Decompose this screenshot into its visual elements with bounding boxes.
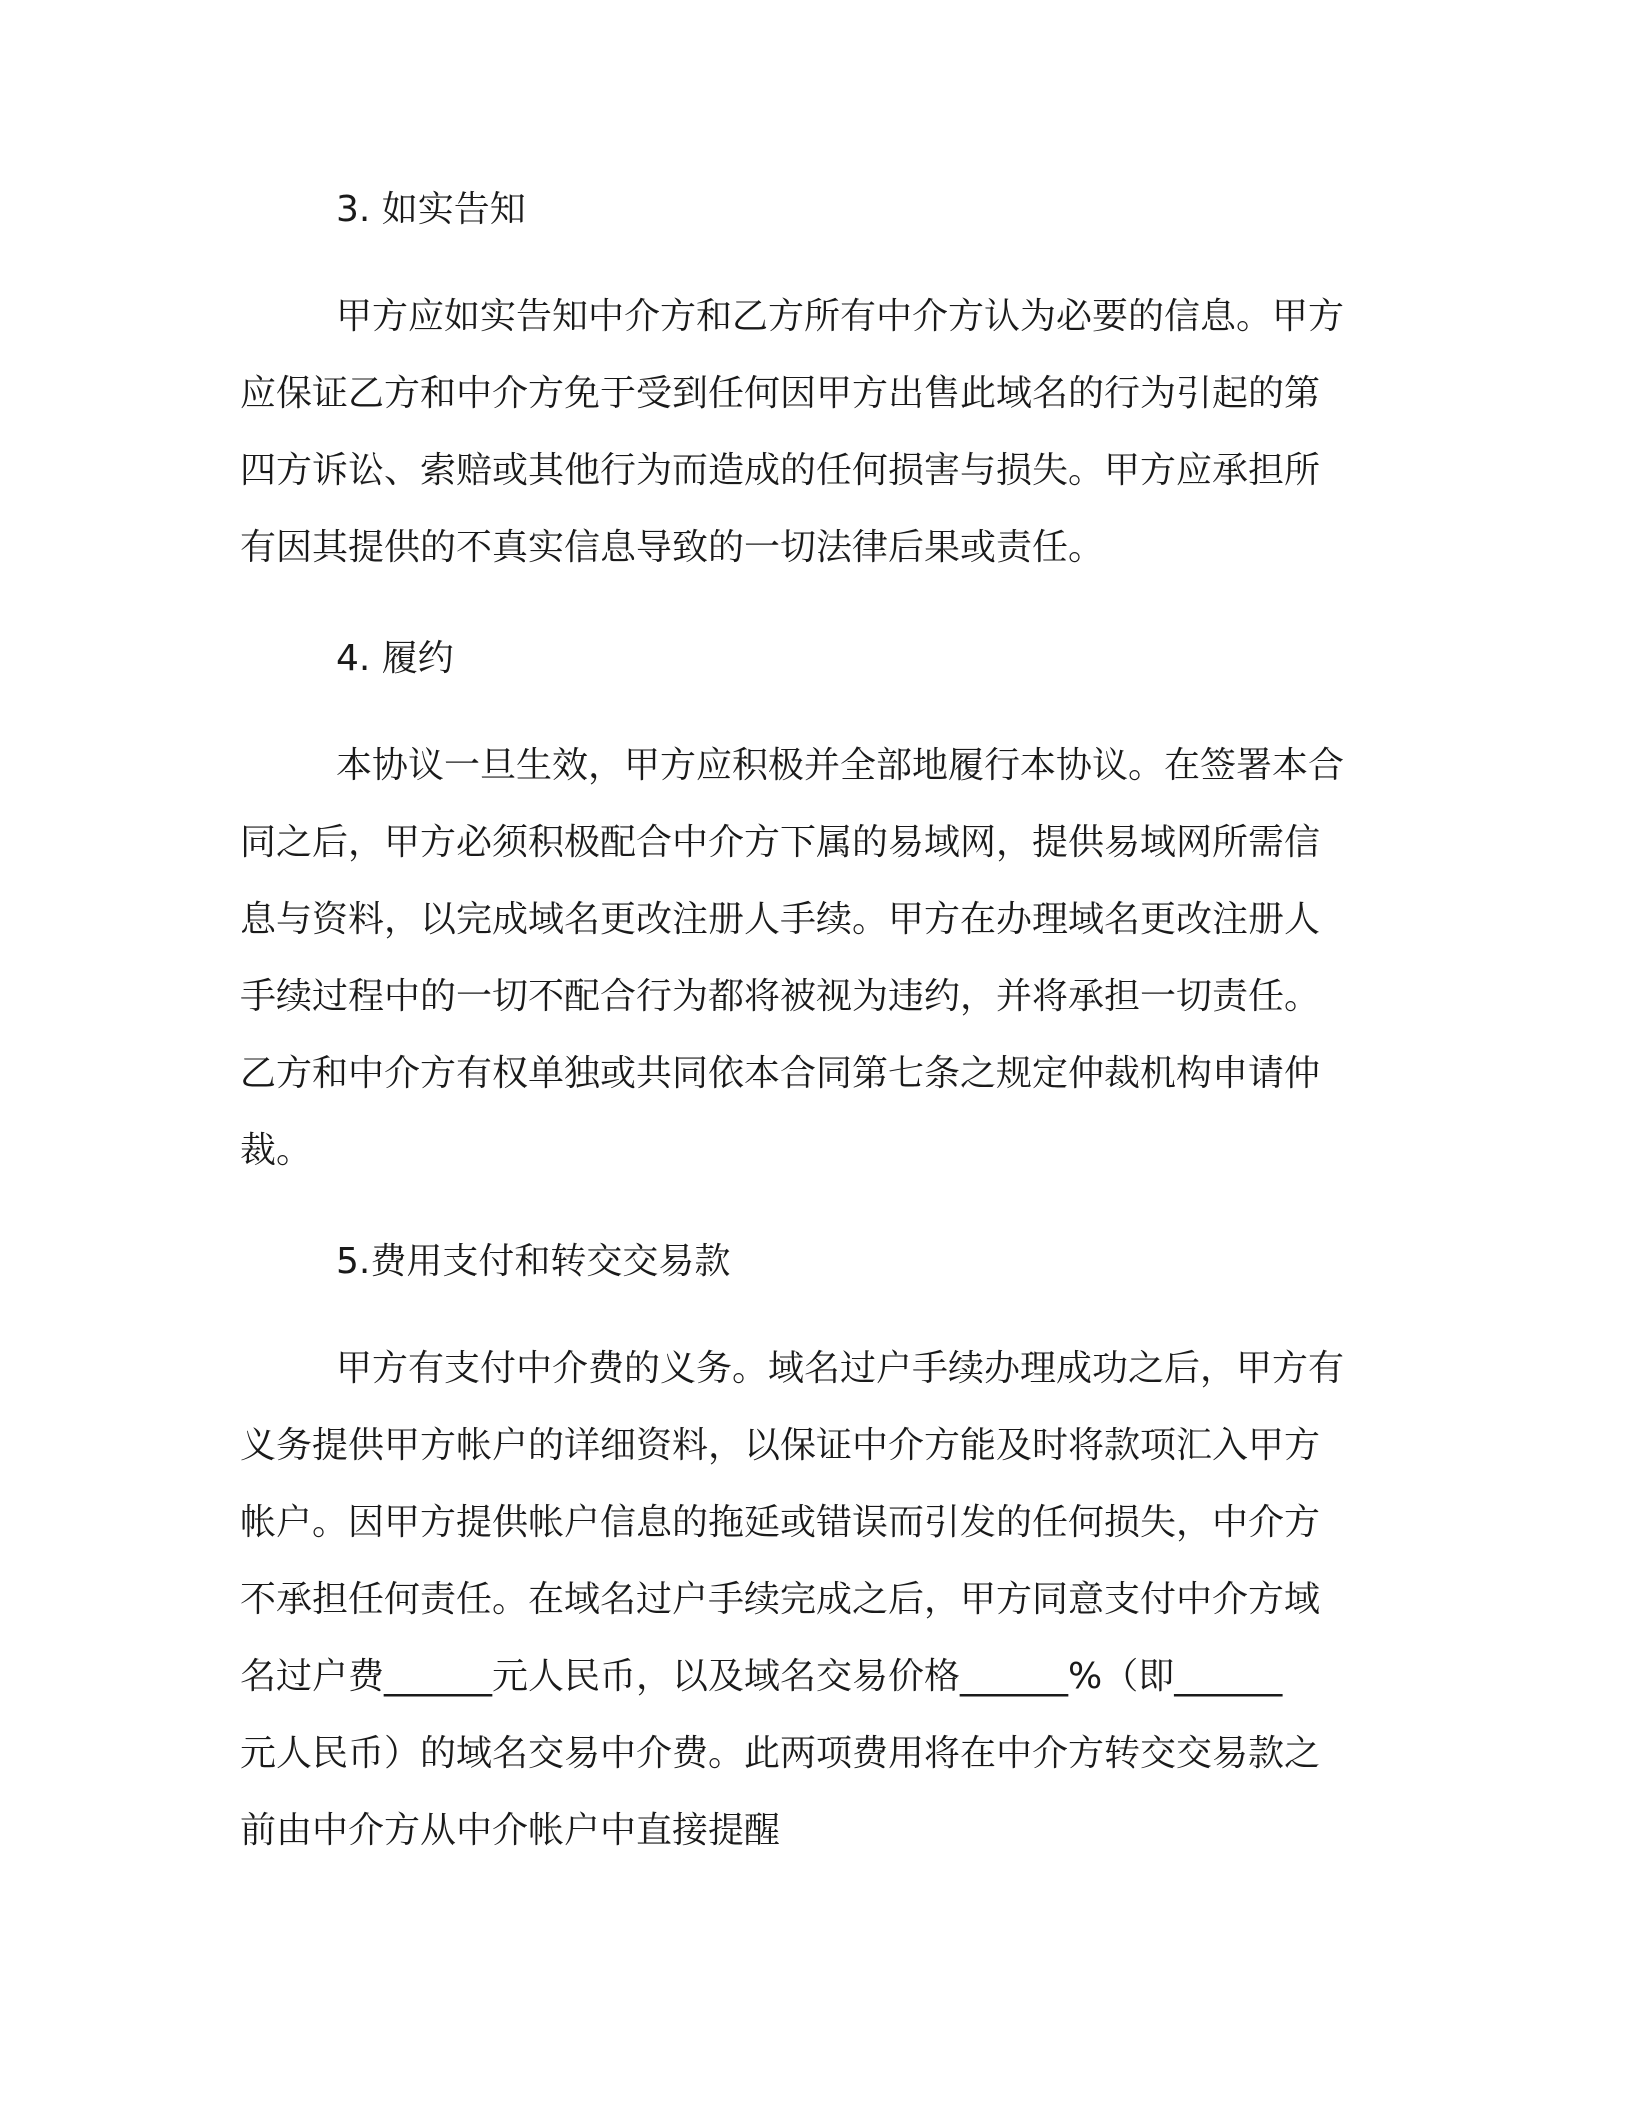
section-heading-4: 4. 履约 [336, 638, 454, 679]
paragraph-line: 有因其提供的不真实信息导致的一切法律后果或责任。 [240, 527, 1105, 568]
paragraph-line: 息与资料，以完成域名更改注册人手续。甲方在办理域名更改注册人 [240, 899, 1321, 940]
paragraph-line: 应保证乙方和中介方免于受到任何因甲方出售此域名的行为引起的第 [240, 373, 1321, 414]
paragraph-line: 帐户。因甲方提供帐户信息的拖延或错误而引发的任何损失，中介方 [240, 1502, 1321, 1543]
paragraph-line: 甲方有支付中介费的义务。域名过户手续办理成功之后，甲方有 [336, 1348, 1345, 1389]
paragraph-line: 名过户费______元人民币，以及域名交易价格______%（即______ [240, 1656, 1283, 1697]
paragraph-line: 甲方应如实告知中介方和乙方所有中介方认为必要的信息。甲方 [336, 296, 1345, 337]
paragraph-line: 义务提供甲方帐户的详细资料，以保证中介方能及时将款项汇入甲方 [240, 1425, 1321, 1466]
section-paragraph-3 [240, 278, 1375, 586]
paragraph-line: 裁。 [240, 1130, 313, 1171]
paragraph-line: 手续过程中的一切不配合行为都将被视为违约，并将承担一切责任。 [240, 976, 1321, 1017]
paragraph-line: 同之后，甲方必须积极配合中介方下属的易域网，提供易域网所需信 [240, 822, 1321, 863]
paragraph-line: 乙方和中介方有权单独或共同依本合同第七条之规定仲裁机构申请仲 [240, 1053, 1321, 1094]
paragraph-line: 元人民币）的域名交易中介费。此两项费用将在中介方转交交易款之 [240, 1733, 1321, 1774]
paragraph-line: 四方诉讼、索赔或其他行为而造成的任何损害与损失。甲方应承担所 [240, 450, 1321, 491]
paragraph-line: 前由中介方从中介帐户中直接提醒 [240, 1810, 781, 1851]
section-heading-5: 5.费用支付和转交交易款 [336, 1241, 731, 1282]
paragraph-line: 不承担任何责任。在域名过户手续完成之后，甲方同意支付中介方域 [240, 1579, 1321, 1620]
document-body [240, 185, 1375, 1869]
section-paragraph-4 [240, 727, 1375, 1189]
section-heading-3: 3. 如实告知 [336, 189, 526, 230]
section-paragraph-5 [240, 1330, 1375, 1869]
paragraph-line: 本协议一旦生效，甲方应积极并全部地履行本协议。在签署本合 [336, 745, 1345, 786]
